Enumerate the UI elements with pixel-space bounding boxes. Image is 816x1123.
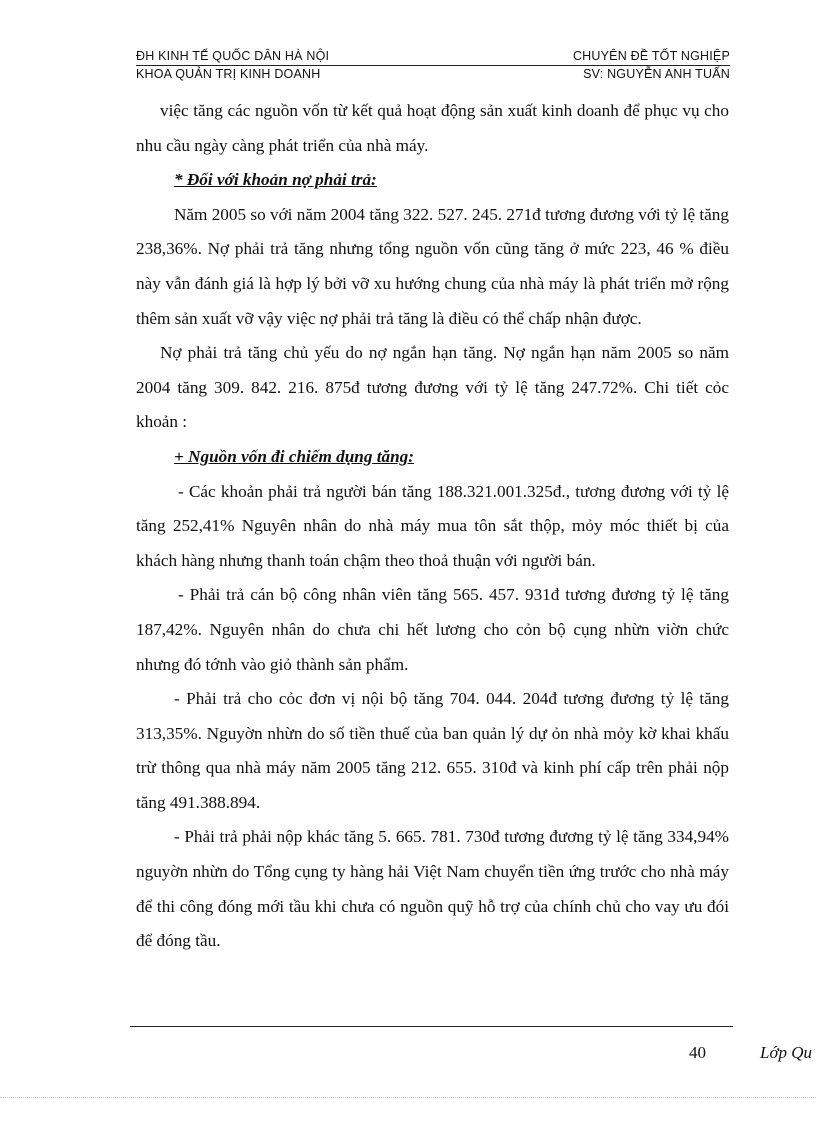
section-heading-appropriated-capital: + Nguồn vốn đi chiếm dụng tăng: xyxy=(174,446,414,466)
document-body xyxy=(136,94,729,959)
header-row-1 xyxy=(136,48,730,66)
paragraph-internal-payables: - Phải trả cho cỏc đơn vị nội bộ tăng 704. 044. 204đ tương đương tỷ lệ tăng 313,35%. Nguyờn nhừn do số tiền thuế của ban quản lý dự ỏn nhà mỏy kờ khai khấu trừ thông qua nhà máy năm 2005 tăng 212. 655. 310đ và kinh phí cấp trên phải nộp tăng 491.388.894. xyxy=(136,689,729,812)
student-name: SV: NGUYỄN ANH TUẤN xyxy=(583,67,730,81)
paragraph-intro: việc tăng các nguồn vốn từ kết quả hoạt động sản xuất kinh doanh để phục vụ cho nhu cầu ngày càng phát triển của nhà máy. xyxy=(136,101,729,155)
paragraph-other-payables: - Phải trả phải nộp khác tăng 5. 665. 781. 730đ tương đương tỷ lệ tăng 334,94% nguyờn nhừn do Tổng cụng ty hàng hải Việt Nam chuyển tiền ứng trước cho nhà máy để thi công đóng mới tầu khi chưa có nguồn quỹ hỗ trợ của chính chủ cho vay ưu đói để đóng tầu. xyxy=(136,827,729,951)
paragraph-payables-summary: Năm 2005 so với năm 2004 tăng 322. 527. 245. 271đ tương đương với tỷ lệ tăng 238,36%. Nợ phải trả tăng nhưng tổng nguồn vốn cũng tăng ở mức 223, 46 % điều này vẫn đánh giá là hợp lý bởi vỡ xu hướng chung của nhà máy là phát triển mở rộng thêm sản xuất vỡ vậy việc nợ phải trả tăng là điều có thể chấp nhận được. xyxy=(136,204,729,328)
document-type: CHUYÊN ĐỀ TỐT NGHIỆP xyxy=(572,49,730,63)
faculty-name: KHOA QUẢN TRỊ KINH DOANH xyxy=(136,67,321,81)
section-heading-payables: * Đối với khoản nợ phải trả: xyxy=(174,170,377,190)
footer-divider xyxy=(130,1026,733,1027)
paragraph-short-term-debt: Nợ phải trả tăng chủ yếu do nợ ngắn hạn tăng. Nợ ngắn hạn năm 2005 so năm 2004 tăng 309. 842. 216. 875đ tương đương với tỷ lệ tăng 247.72%. Chi tiết cỏc khoản : xyxy=(136,343,729,432)
paragraph-employee-payables: - Phải trả cán bộ công nhân viên tăng 565. 457. 931đ tương đương tỷ lệ tăng 187,42%. Nguyên nhân do chưa chi hết lương cho cỏn bộ cụng nhừn viờn chức nhưng đó tớnh vào giỏ thành sản phẩm. xyxy=(136,585,729,674)
university-name: ĐH KINH TẾ QUỐC DÂN HÀ NỘI xyxy=(136,49,330,63)
page-bottom-dotted-line xyxy=(0,1097,816,1098)
page-header xyxy=(136,48,730,83)
page-number: 40 xyxy=(689,1043,706,1062)
footer-class-label: Lớp Qu xyxy=(760,1043,813,1062)
header-row-2 xyxy=(136,66,730,83)
paragraph-supplier-payables: - Các khoản phải trả người bán tăng 188.321.001.325đ., tương đương với tỷ lệ tăng 252,41% Nguyên nhân do nhà máy mua tôn sắt thộp, mỏy móc thiết bị của khách hàng nhưng thanh toán chậm theo thoả thuận với người bán. xyxy=(136,481,729,570)
